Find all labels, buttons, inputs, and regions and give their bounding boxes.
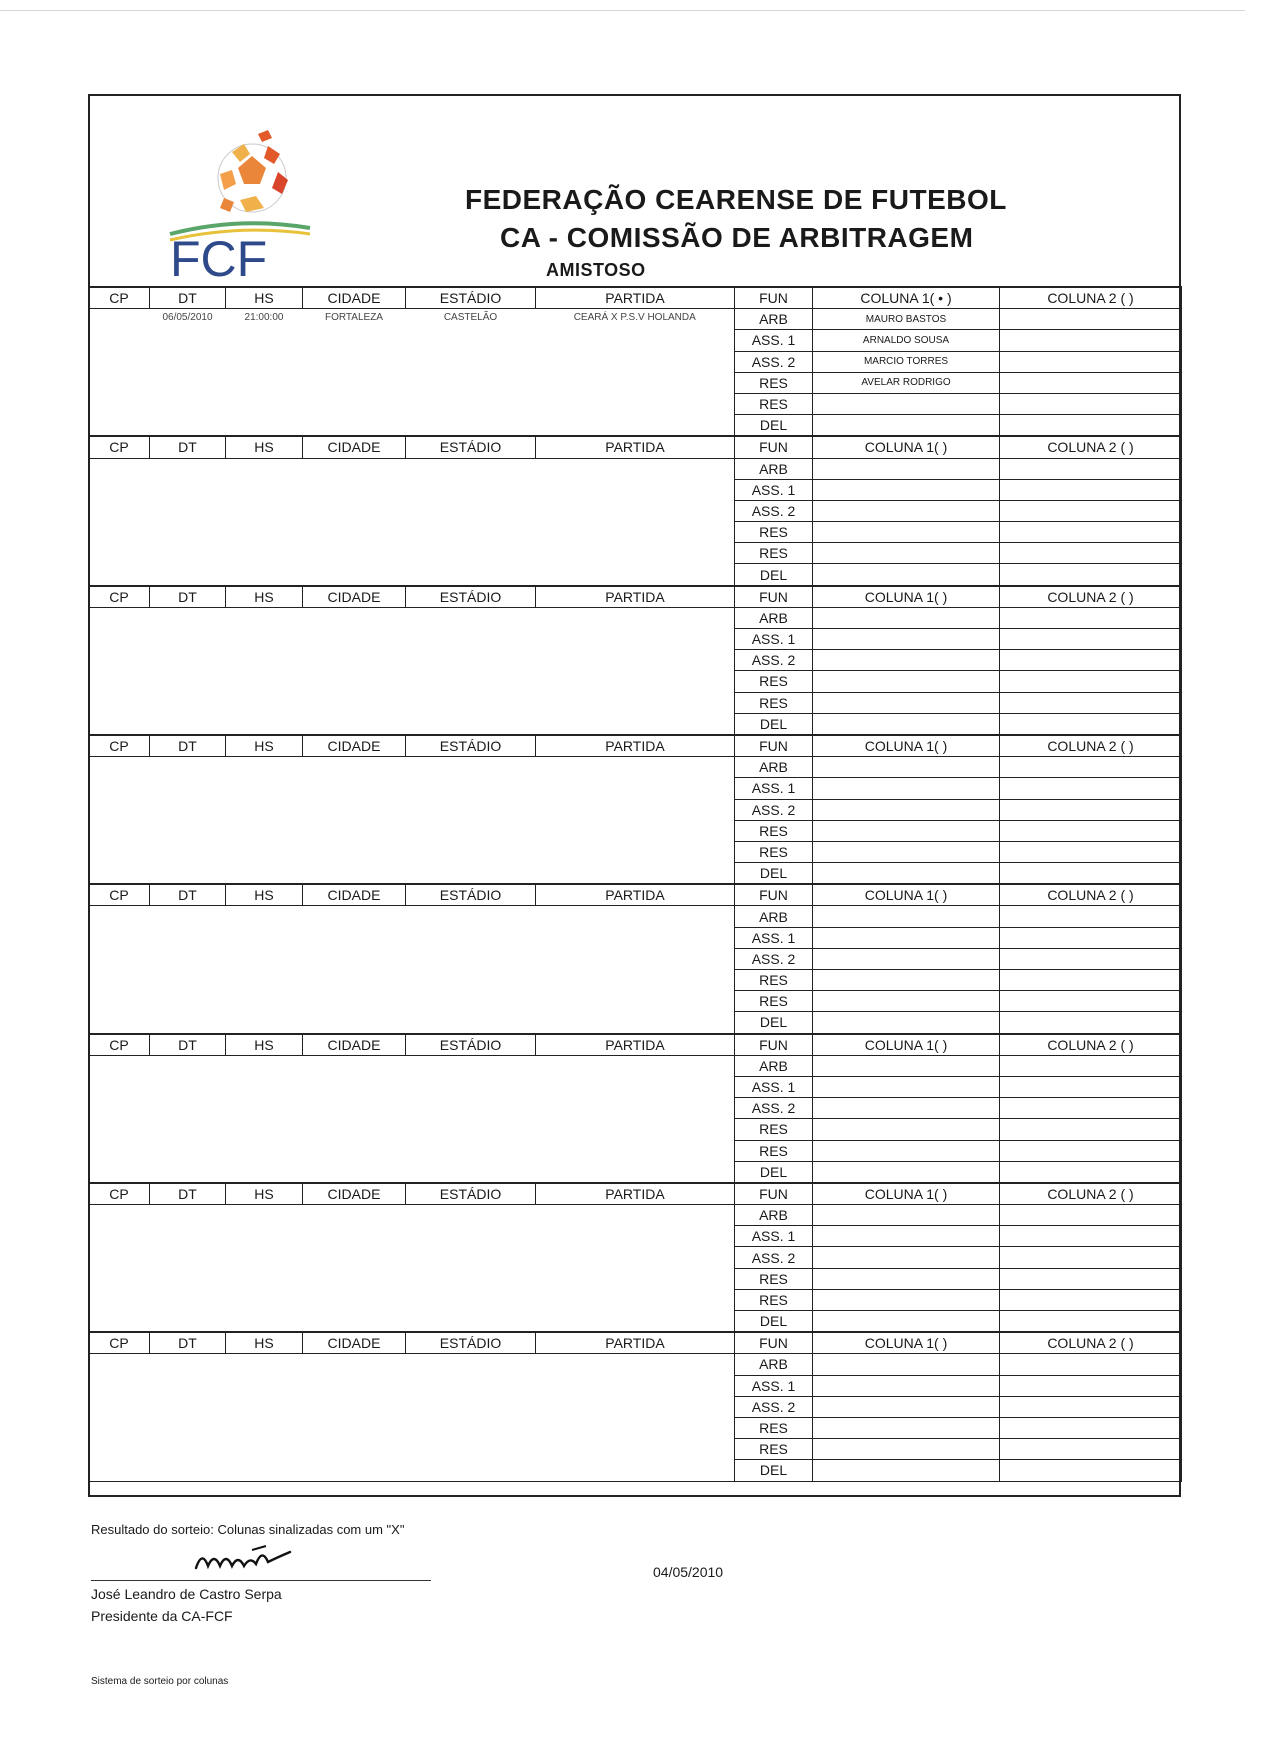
coluna1-cell xyxy=(813,522,1000,543)
match-cp-cell xyxy=(89,1205,150,1333)
match-partida-cell xyxy=(536,1205,735,1333)
function-cell: ASS. 1 xyxy=(735,629,813,650)
function-cell: ASS. 2 xyxy=(735,1396,813,1417)
match-estadio-cell xyxy=(406,757,536,885)
column-header-dt: DT xyxy=(150,1332,226,1354)
match-cidade-cell xyxy=(303,607,406,735)
coluna1-cell xyxy=(813,1055,1000,1076)
coluna1-cell xyxy=(813,1247,1000,1268)
match-dt-cell xyxy=(150,906,226,1034)
match-hs-cell xyxy=(226,1055,303,1183)
column-header-fun: FUN xyxy=(735,1332,813,1354)
coluna1-cell xyxy=(813,1396,1000,1417)
match-cidade-cell xyxy=(303,1205,406,1333)
coluna1-cell xyxy=(813,713,1000,735)
column-header-fun: FUN xyxy=(735,884,813,906)
coluna1-cell xyxy=(813,778,1000,799)
coluna1-cell xyxy=(813,479,1000,500)
function-cell: DEL xyxy=(735,564,813,586)
match-partida-cell xyxy=(536,458,735,586)
function-row xyxy=(89,607,1182,628)
coluna1-cell xyxy=(813,1375,1000,1396)
column-header-estadio: ESTÁDIO xyxy=(406,1034,536,1056)
column-header-dt: DT xyxy=(150,884,226,906)
coluna2-cell xyxy=(1000,522,1182,543)
match-estadio-cell xyxy=(406,1354,536,1481)
column-header-partida: PARTIDA xyxy=(536,884,735,906)
coluna1-cell xyxy=(813,1439,1000,1460)
coluna2-cell xyxy=(1000,1460,1182,1481)
function-cell: RES xyxy=(735,372,813,393)
match-cp-cell xyxy=(89,1055,150,1183)
coluna1-cell xyxy=(813,543,1000,564)
block-header-row xyxy=(89,735,1182,757)
column-header-cidade: CIDADE xyxy=(303,1183,406,1205)
column-header-cidade: CIDADE xyxy=(303,1034,406,1056)
column-header-hs: HS xyxy=(226,586,303,608)
column-header-cp: CP xyxy=(89,735,150,757)
coluna2-cell xyxy=(1000,927,1182,948)
column-header-partida: PARTIDA xyxy=(536,1332,735,1354)
column-header-cp: CP xyxy=(89,287,150,309)
coluna1-cell xyxy=(813,799,1000,820)
column-header-cidade: CIDADE xyxy=(303,436,406,458)
column-header-cp: CP xyxy=(89,884,150,906)
function-cell: DEL xyxy=(735,1460,813,1481)
match-cidade-cell: FORTALEZA xyxy=(303,309,406,437)
function-cell: ASS. 2 xyxy=(735,500,813,521)
coluna2-cell xyxy=(1000,948,1182,969)
coluna2-cell xyxy=(1000,1311,1182,1333)
function-cell: RES xyxy=(735,1140,813,1161)
function-cell: RES xyxy=(735,393,813,414)
function-row xyxy=(89,458,1182,479)
match-estadio-cell xyxy=(406,607,536,735)
function-cell: ARB xyxy=(735,458,813,479)
match-hs-cell xyxy=(226,906,303,1034)
signer-name: José Leandro de Castro Serpa xyxy=(91,1586,282,1602)
function-row xyxy=(89,757,1182,778)
match-estadio-cell xyxy=(406,1055,536,1183)
coluna2-cell xyxy=(1000,415,1182,437)
function-row xyxy=(89,1354,1182,1375)
coluna1-cell xyxy=(813,927,1000,948)
coluna2-cell xyxy=(1000,1205,1182,1226)
column-header-estadio: ESTÁDIO xyxy=(406,884,536,906)
column-header-coluna2: COLUNA 2 ( ) xyxy=(1000,1332,1182,1354)
coluna2-cell xyxy=(1000,1055,1182,1076)
match-cidade-cell xyxy=(303,1354,406,1481)
function-cell: RES xyxy=(735,671,813,692)
coluna2-cell xyxy=(1000,1140,1182,1161)
column-header-fun: FUN xyxy=(735,436,813,458)
column-header-fun: FUN xyxy=(735,586,813,608)
match-hs-cell xyxy=(226,1354,303,1481)
column-header-fun: FUN xyxy=(735,1034,813,1056)
function-cell: ARB xyxy=(735,1354,813,1375)
column-header-dt: DT xyxy=(150,1034,226,1056)
column-header-coluna1: COLUNA 1( ) xyxy=(813,1332,1000,1354)
function-cell: ASS. 2 xyxy=(735,1098,813,1119)
function-row xyxy=(89,1205,1182,1226)
match-hs-cell xyxy=(226,458,303,586)
column-header-coluna2: COLUNA 2 ( ) xyxy=(1000,735,1182,757)
column-header-hs: HS xyxy=(226,1183,303,1205)
block-header-row xyxy=(89,1332,1182,1354)
coluna2-cell xyxy=(1000,1396,1182,1417)
column-header-hs: HS xyxy=(226,735,303,757)
coluna2-cell xyxy=(1000,1076,1182,1097)
match-cp-cell xyxy=(89,757,150,885)
match-dt-cell xyxy=(150,607,226,735)
coluna1-cell xyxy=(813,1460,1000,1481)
column-header-estadio: ESTÁDIO xyxy=(406,287,536,309)
match-cidade-cell xyxy=(303,1055,406,1183)
coluna1-cell xyxy=(813,906,1000,927)
function-cell: RES xyxy=(735,1439,813,1460)
coluna1-cell xyxy=(813,1076,1000,1097)
column-header-cidade: CIDADE xyxy=(303,586,406,608)
coluna1-cell xyxy=(813,863,1000,885)
coluna1-cell xyxy=(813,1140,1000,1161)
column-header-coluna1: COLUNA 1( ) xyxy=(813,1183,1000,1205)
column-header-coluna1: COLUNA 1( ) xyxy=(813,436,1000,458)
function-row xyxy=(89,906,1182,927)
coluna1-cell xyxy=(813,564,1000,586)
column-header-dt: DT xyxy=(150,1183,226,1205)
coluna2-cell xyxy=(1000,906,1182,927)
coluna2-cell xyxy=(1000,309,1182,330)
function-cell: DEL xyxy=(735,415,813,437)
coluna2-cell xyxy=(1000,330,1182,351)
column-header-fun: FUN xyxy=(735,287,813,309)
coluna2-cell xyxy=(1000,393,1182,414)
column-header-coluna1: COLUNA 1( ) xyxy=(813,1034,1000,1056)
function-cell: ASS. 2 xyxy=(735,799,813,820)
match-partida-cell: CEARÁ X P.S.V HOLANDA xyxy=(536,309,735,437)
coluna1-cell xyxy=(813,820,1000,841)
coluna1-cell xyxy=(813,991,1000,1012)
coluna2-cell xyxy=(1000,629,1182,650)
commission-title: CA - COMISSÃO DE ARBITRAGEM xyxy=(500,222,974,253)
function-cell: ARB xyxy=(735,757,813,778)
coluna1-cell xyxy=(813,1417,1000,1438)
coluna2-cell xyxy=(1000,372,1182,393)
coluna2-cell xyxy=(1000,1375,1182,1396)
match-cp-cell xyxy=(89,607,150,735)
coluna1-cell: ARNALDO SOUSA xyxy=(813,330,1000,351)
coluna2-cell xyxy=(1000,564,1182,586)
function-cell: RES xyxy=(735,522,813,543)
coluna1-cell xyxy=(813,415,1000,437)
coluna2-cell xyxy=(1000,607,1182,628)
fcf-logo xyxy=(140,116,340,281)
column-header-coluna2: COLUNA 2 ( ) xyxy=(1000,586,1182,608)
document-date: 04/05/2010 xyxy=(653,1564,724,1580)
coluna1-cell xyxy=(813,692,1000,713)
function-cell: ASS. 1 xyxy=(735,1076,813,1097)
block-header-row xyxy=(89,287,1182,309)
function-cell: ASS. 2 xyxy=(735,351,813,372)
coluna1-cell xyxy=(813,841,1000,862)
function-row xyxy=(89,1055,1182,1076)
coluna2-cell xyxy=(1000,757,1182,778)
column-header-cidade: CIDADE xyxy=(303,884,406,906)
match-hs-cell xyxy=(226,757,303,885)
coluna1-cell xyxy=(813,1119,1000,1140)
function-cell: RES xyxy=(735,1268,813,1289)
column-header-cp: CP xyxy=(89,1183,150,1205)
coluna2-cell xyxy=(1000,671,1182,692)
match-dt-cell xyxy=(150,458,226,586)
block-header-row xyxy=(89,436,1182,458)
match-hs-cell xyxy=(226,1205,303,1333)
match-cidade-cell xyxy=(303,458,406,586)
column-header-estadio: ESTÁDIO xyxy=(406,1332,536,1354)
coluna2-cell xyxy=(1000,500,1182,521)
function-cell: ASS. 2 xyxy=(735,1247,813,1268)
match-type-title: AMISTOSO xyxy=(546,260,646,280)
match-cidade-cell xyxy=(303,906,406,1034)
function-cell: DEL xyxy=(735,1161,813,1183)
column-header-partida: PARTIDA xyxy=(536,735,735,757)
coluna2-cell xyxy=(1000,1417,1182,1438)
column-header-coluna1: COLUNA 1( ) xyxy=(813,586,1000,608)
column-header-partida: PARTIDA xyxy=(536,1183,735,1205)
function-cell: ASS. 2 xyxy=(735,948,813,969)
signature xyxy=(190,1540,300,1576)
match-dt-cell xyxy=(150,1354,226,1481)
coluna2-cell xyxy=(1000,799,1182,820)
match-partida-cell xyxy=(536,1055,735,1183)
function-cell: ASS. 1 xyxy=(735,927,813,948)
column-header-cidade: CIDADE xyxy=(303,1332,406,1354)
coluna1-cell xyxy=(813,948,1000,969)
match-cp-cell xyxy=(89,309,150,437)
function-cell: ARB xyxy=(735,1205,813,1226)
column-header-partida: PARTIDA xyxy=(536,586,735,608)
column-header-coluna2: COLUNA 2 ( ) xyxy=(1000,1034,1182,1056)
column-header-estadio: ESTÁDIO xyxy=(406,586,536,608)
column-header-hs: HS xyxy=(226,884,303,906)
function-cell: ASS. 1 xyxy=(735,479,813,500)
match-dt-cell: 06/05/2010 xyxy=(150,309,226,437)
column-header-cidade: CIDADE xyxy=(303,735,406,757)
coluna2-cell xyxy=(1000,778,1182,799)
coluna1-cell xyxy=(813,1289,1000,1310)
match-estadio-cell: CASTELÃO xyxy=(406,309,536,437)
coluna1-cell xyxy=(813,671,1000,692)
column-header-coluna1: COLUNA 1( • ) xyxy=(813,287,1000,309)
column-header-estadio: ESTÁDIO xyxy=(406,1183,536,1205)
column-header-cidade: CIDADE xyxy=(303,287,406,309)
column-header-fun: FUN xyxy=(735,735,813,757)
signer-role: Presidente da CA-FCF xyxy=(91,1608,233,1624)
match-estadio-cell xyxy=(406,906,536,1034)
function-cell: ARB xyxy=(735,607,813,628)
function-cell: RES xyxy=(735,543,813,564)
function-cell: RES xyxy=(735,692,813,713)
coluna1-cell xyxy=(813,458,1000,479)
column-header-cp: CP xyxy=(89,436,150,458)
function-cell: ASS. 1 xyxy=(735,330,813,351)
document-header xyxy=(90,96,1179,286)
coluna2-cell xyxy=(1000,1226,1182,1247)
coluna1-cell xyxy=(813,1226,1000,1247)
document-frame xyxy=(88,94,1181,1497)
coluna2-cell xyxy=(1000,479,1182,500)
coluna2-cell xyxy=(1000,543,1182,564)
column-header-cp: CP xyxy=(89,1332,150,1354)
coluna1-cell xyxy=(813,757,1000,778)
function-cell: DEL xyxy=(735,1012,813,1034)
match-hs-cell xyxy=(226,607,303,735)
coluna1-cell xyxy=(813,1268,1000,1289)
coluna2-cell xyxy=(1000,1161,1182,1183)
federation-title: FEDERAÇÃO CEARENSE DE FUTEBOL xyxy=(465,184,1007,215)
coluna2-cell xyxy=(1000,863,1182,885)
coluna2-cell xyxy=(1000,970,1182,991)
column-header-coluna2: COLUNA 2 ( ) xyxy=(1000,436,1182,458)
coluna2-cell xyxy=(1000,991,1182,1012)
coluna2-cell xyxy=(1000,1354,1182,1375)
function-cell: ARB xyxy=(735,309,813,330)
block-header-row xyxy=(89,884,1182,906)
column-header-dt: DT xyxy=(150,287,226,309)
function-cell: RES xyxy=(735,991,813,1012)
coluna1-cell xyxy=(813,1354,1000,1375)
function-cell: RES xyxy=(735,1289,813,1310)
coluna2-cell xyxy=(1000,1098,1182,1119)
coluna2-cell xyxy=(1000,1268,1182,1289)
coluna1-cell xyxy=(813,1012,1000,1034)
column-header-fun: FUN xyxy=(735,1183,813,1205)
column-header-dt: DT xyxy=(150,735,226,757)
block-header-row xyxy=(89,586,1182,608)
function-cell: RES xyxy=(735,1417,813,1438)
refereeing-table xyxy=(88,286,1182,1482)
column-header-dt: DT xyxy=(150,586,226,608)
function-row xyxy=(89,309,1182,330)
column-header-hs: HS xyxy=(226,1034,303,1056)
coluna1-cell xyxy=(813,629,1000,650)
coluna2-cell xyxy=(1000,351,1182,372)
match-partida-cell xyxy=(536,607,735,735)
column-header-coluna2: COLUNA 2 ( ) xyxy=(1000,884,1182,906)
signature-line xyxy=(91,1580,431,1581)
coluna2-cell xyxy=(1000,692,1182,713)
column-header-coluna1: COLUNA 1( ) xyxy=(813,884,1000,906)
coluna1-cell xyxy=(813,1098,1000,1119)
coluna1-cell: MAURO BASTOS xyxy=(813,309,1000,330)
function-cell: ASS. 1 xyxy=(735,778,813,799)
coluna1-cell xyxy=(813,650,1000,671)
match-hs-cell: 21:00:00 xyxy=(226,309,303,437)
block-header-row xyxy=(89,1183,1182,1205)
match-partida-cell xyxy=(536,757,735,885)
column-header-coluna2: COLUNA 2 ( ) xyxy=(1000,1183,1182,1205)
function-cell: DEL xyxy=(735,1311,813,1333)
block-header-row xyxy=(89,1034,1182,1056)
function-cell: RES xyxy=(735,820,813,841)
coluna1-cell xyxy=(813,1311,1000,1333)
match-dt-cell xyxy=(150,1205,226,1333)
match-cp-cell xyxy=(89,1354,150,1481)
function-cell: ASS. 2 xyxy=(735,650,813,671)
coluna2-cell xyxy=(1000,1247,1182,1268)
column-header-coluna2: COLUNA 2 ( ) xyxy=(1000,287,1182,309)
function-cell: ARB xyxy=(735,1055,813,1076)
match-cp-cell xyxy=(89,458,150,586)
function-cell: RES xyxy=(735,1119,813,1140)
coluna1-cell xyxy=(813,500,1000,521)
function-cell: ASS. 1 xyxy=(735,1226,813,1247)
coluna1-cell xyxy=(813,970,1000,991)
column-header-estadio: ESTÁDIO xyxy=(406,735,536,757)
column-header-hs: HS xyxy=(226,1332,303,1354)
coluna2-cell xyxy=(1000,713,1182,735)
function-cell: ASS. 1 xyxy=(735,1375,813,1396)
coluna1-cell xyxy=(813,1205,1000,1226)
coluna2-cell xyxy=(1000,820,1182,841)
function-cell: DEL xyxy=(735,713,813,735)
match-estadio-cell xyxy=(406,1205,536,1333)
function-cell: RES xyxy=(735,841,813,862)
scan-edge-line xyxy=(0,10,1245,11)
column-header-hs: HS xyxy=(226,287,303,309)
match-dt-cell xyxy=(150,757,226,885)
coluna2-cell xyxy=(1000,1012,1182,1034)
coluna2-cell xyxy=(1000,841,1182,862)
column-header-hs: HS xyxy=(226,436,303,458)
match-partida-cell xyxy=(536,1354,735,1481)
column-header-cp: CP xyxy=(89,1034,150,1056)
column-header-partida: PARTIDA xyxy=(536,1034,735,1056)
match-partida-cell xyxy=(536,906,735,1034)
coluna2-cell xyxy=(1000,650,1182,671)
match-cidade-cell xyxy=(303,757,406,885)
column-header-partida: PARTIDA xyxy=(536,436,735,458)
coluna2-cell xyxy=(1000,1119,1182,1140)
column-header-coluna1: COLUNA 1( ) xyxy=(813,735,1000,757)
draw-result-note: Resultado do sorteio: Colunas sinalizadas com um "X" xyxy=(91,1522,405,1537)
match-cp-cell xyxy=(89,906,150,1034)
column-header-cp: CP xyxy=(89,586,150,608)
coluna1-cell xyxy=(813,393,1000,414)
svg-text:FCF: FCF xyxy=(170,231,268,281)
coluna1-cell xyxy=(813,607,1000,628)
coluna1-cell xyxy=(813,1161,1000,1183)
coluna2-cell xyxy=(1000,1289,1182,1310)
coluna2-cell xyxy=(1000,458,1182,479)
column-header-estadio: ESTÁDIO xyxy=(406,436,536,458)
column-header-dt: DT xyxy=(150,436,226,458)
coluna1-cell: AVELAR RODRIGO xyxy=(813,372,1000,393)
column-header-partida: PARTIDA xyxy=(536,287,735,309)
function-cell: DEL xyxy=(735,863,813,885)
coluna1-cell: MARCIO TORRES xyxy=(813,351,1000,372)
coluna2-cell xyxy=(1000,1439,1182,1460)
system-note: Sistema de sorteio por colunas xyxy=(91,1676,229,1687)
match-dt-cell xyxy=(150,1055,226,1183)
match-estadio-cell xyxy=(406,458,536,586)
function-cell: RES xyxy=(735,970,813,991)
function-cell: ARB xyxy=(735,906,813,927)
